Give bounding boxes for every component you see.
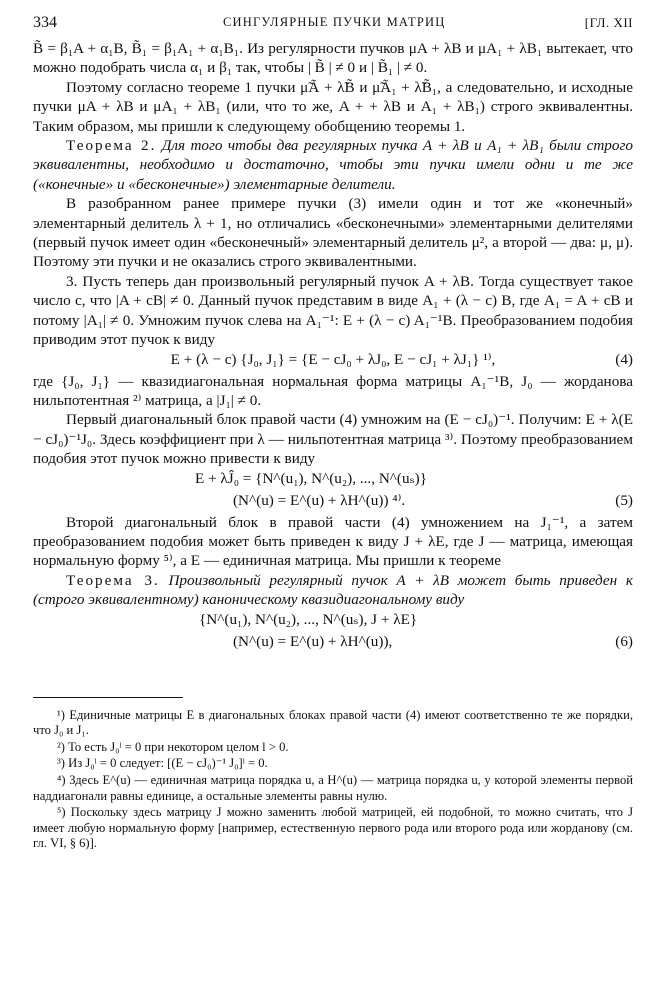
theorem-3 [33,571,633,610]
book-page [33,14,633,853]
formula-6-number: (6) [615,632,633,650]
theorem-2-label: Теорема 2. [66,137,157,155]
formula-6-line-2 [33,632,633,654]
formula-5-line-2 [33,491,633,513]
paragraph-6: Первый диагональный блок правой части (4) умножим на (E − cJ₀)⁻¹. Получим: E + λ(E − cJ₀)⁻¹J₀. Здесь коэффициент при λ — нильпотентная матрица ³⁾. Поэтому преобразованием подобия этот пучок можно привести к виду [33,411,633,468]
paragraph-4: 3. Пусть теперь дан произвольный регулярный пучок A + λB. Тогда существует такое число c, что |A + cB| ≠ 0. Данный пучок представим в виде A₁ + (λ − c) B, где A₁ = A + cB и потому |A₁| ≠ 0. Умножим пучок слева на A₁⁻¹: E + (λ − c) A₁⁻¹B. Преобразованием подобия приводим этот пучок к виду [33,272,633,349]
theorem-3-statement: Произвольный регулярный пучок A + λB может быть приведен к (строго эквивалентному) каноническому квазидиагональному виду [33,571,634,609]
footnotes [33,708,633,852]
page-header [33,14,633,36]
theorem-2-statement: Для того чтобы два регулярных пучка A + λB и A₁ + λB₁ были строго эквивалентны, необходимо и достаточно, чтобы эти пучки имели одни и те же («конечные» и «бесконечные») элементарные делители. [33,137,633,193]
page-number: 334 [33,14,57,31]
formula-5-number: (5) [615,491,633,509]
footnote-3: ³) Из J₀ˡ = 0 следует: [(E − cJ₀)⁻¹ J₀]ˡ = 0. [57,756,268,771]
formula-4-number: (4) [615,350,633,368]
formula-6a: {N^(u₁), N^(u₂), ..., N^(uₛ), J + λE} [199,610,418,628]
paragraph-1: B̃ = β₁A + α₁B, B̃₁ = β₁A₁ + α₁B₁. Из регулярности пучков μA + λB и μA₁ + λB₁ вытекает, что можно подобрать числа α₁ и β₁ так, чтобы | B̃ | ≠ 0 и | B̃₁ | ≠ 0. [33,40,633,77]
paragraph-3: В разобранном ранее примере пучки (3) имели один и тот же «конечный» элементарный делитель λ + 1, но отличались «бесконечными» элементарными делителями (первый пучок имеет один «бесконечный» элементарный делитель μ², а второй — два: μ, μ). Поэтому эти пучки и не оказались строго эквивалентными. [33,195,633,271]
formula-6-line-1 [33,610,633,632]
chapter-label: [ГЛ. XII [584,15,633,30]
paragraph-5: где {J₀, J₁} — квазидиагональная нормальная форма матрицы A₁⁻¹B, J₀ — жорданова нильпотентная ²⁾ матрица, а |J₁| ≠ 0. [33,372,633,409]
paragraph-2: Поэтому согласно теореме 1 пучки μ̃Ã + λ̃B̃ и μ̃Ã₁ + λ̃B̃₁, а следовательно, и исходные пучки μA + λB и μA₁ + λB₁ (или, что то же, A + + λB и A₁ + λB₁) строго эквивалентны. Таким образом, мы пришли к следующему обобщению теоремы 1. [33,78,633,135]
formula-5b: (N^(u) = E^(u) + λH^(u)) ⁴⁾. [233,491,406,509]
footnote-5: ⁵) Поскольку здесь матрицу J можно заменить любой матрицей, ей подобной, то можно считать, что J имеет любую нормальную форму [например, естественную первого рода или второго рода или жорданову (см. гл. VI, § 6)]. [33,805,633,851]
formula-6b: (N^(u) = E^(u) + λH^(u)), [233,632,393,650]
formula-5a: E + λĴ₀ = {N^(u₁), N^(u₂), ..., N^(uₛ)} [195,469,428,487]
running-title: СИНГУЛЯРНЫЕ ПУЧКИ МАТРИЦ [223,15,446,29]
footnote-1: ¹) Единичные матрицы E в диагональных блоках правой части (4) имеют соответственно те же порядки, что J₀ и J₁. [33,707,633,738]
main-text [33,39,633,654]
formula-5-line-1 [33,469,633,491]
paragraph-7: Второй диагональный блок в правой части (4) умножением на J₁⁻¹, а затем преобразованием подобия может быть приведен к виду J + λE, где J — матрица, имеющая нормальную форму ⁵⁾, а E — единичная матрица. Мы пришли к теореме [33,513,633,570]
footnote-2: ²) То есть J₀ˡ = 0 при некотором целом l > 0. [57,739,289,754]
formula-4-body: E + (λ − c) {J₀, J₁} = {E − cJ₀ + λJ₀, E − cJ₁ + λJ₁} ¹⁾, [170,350,496,368]
formula-4 [33,350,633,372]
theorem-3-label: Теорема 3. [66,571,160,589]
footnote-rule [33,697,183,698]
footnote-4: ⁴) Здесь E^(u) — единичная матрица порядка u, а H^(u) — матрица порядка u, у которой элементы первой наддиагонали равны единице, а остальные элементы равны нулю. [33,772,633,803]
theorem-2 [33,136,633,194]
